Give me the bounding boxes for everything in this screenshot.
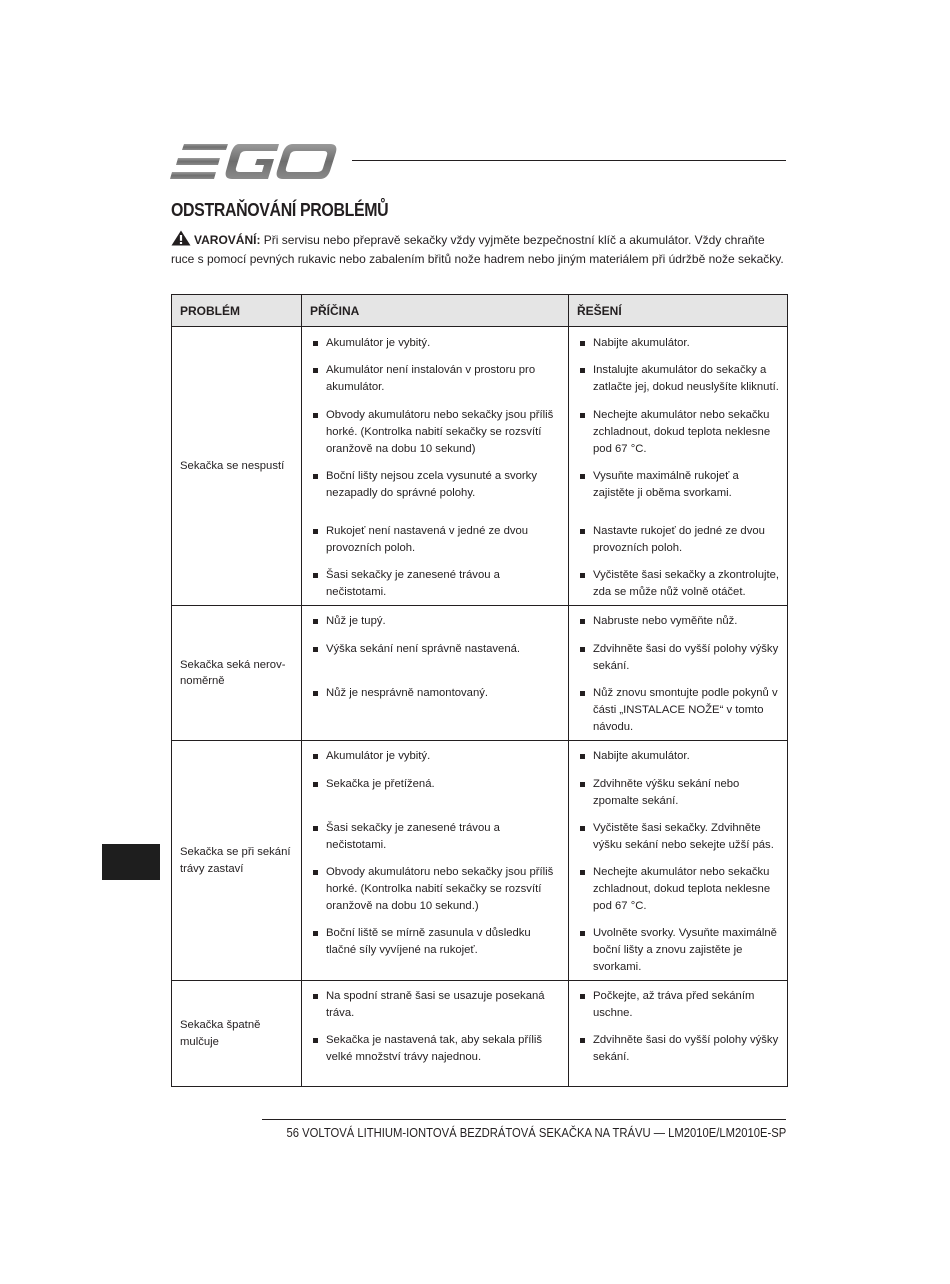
bullet-icon (313, 994, 318, 999)
cause-item: Boční liště se mírně zasunula v důsledku tlačné síly vyvíjené na rukojeť. (310, 925, 561, 959)
warning-text: Při servisu nebo přepravě sekačky vždy vyjměte bezpečnostní klíč a akumulátor. Vždy chraňte ruce s pomocí pevných rukavic nebo zabalením břitů nože hadrem nebo jiným materiálem při údržbě nože sekačky. (171, 233, 784, 266)
bullet-icon (580, 826, 585, 831)
solution-cell (569, 606, 788, 741)
bullet-icon (313, 341, 318, 346)
warning-label: VAROVÁNÍ: (194, 233, 261, 247)
cause-item: Šasi sekačky je zanesené trávou a nečistotami. (310, 820, 561, 854)
warning-triangle-icon (171, 230, 191, 251)
bullet-icon (313, 368, 318, 373)
solution-item: Zdvihněte výšku sekání nebo zpomalte sekání. (577, 776, 780, 810)
solution-item: Vyčistěte šasi sekačky a zkontrolujte, zda se může nůž volně otáčet. (577, 567, 780, 601)
solution-item: Nabijte akumulátor. (577, 335, 780, 352)
header-cause: PŘÍČINA (302, 295, 569, 327)
solution-item: Instalujte akumulátor do sekačky a zatlačte jej, dokud neuslyšíte kliknutí. (577, 362, 780, 396)
solution-item: Vyčistěte šasi sekačky. Zdvihněte výšku sekání nebo sekejte užší pás. (577, 820, 780, 854)
bullet-icon (313, 573, 318, 578)
footer-rule (262, 1119, 786, 1120)
solution-item: Nabruste nebo vyměňte nůž. (577, 613, 780, 630)
bullet-icon (313, 474, 318, 479)
solution-item: Nastavte rukojeť do jedné ze dvou provozních poloh. (577, 523, 780, 557)
troubleshooting-table (171, 294, 788, 1087)
header-rule (352, 160, 786, 161)
bullet-icon (313, 826, 318, 831)
solution-item: Vysuňte maximálně rukojeť a zajistěte ji oběma svorkami. (577, 468, 780, 502)
cause-item: Sekačka je nastavená tak, aby sekala příliš velké množství trávy najednou. (310, 1032, 561, 1066)
cause-cell (302, 606, 569, 741)
solution-item: Uvolněte svorky. Vysuňte maximálně boční lišty a znovu zajistěte je svorkami. (577, 925, 780, 975)
bullet-icon (580, 870, 585, 875)
cause-item: Rukojeť není nastavená v jedné ze dvou provozních poloh. (310, 523, 561, 557)
solution-item: Nechejte akumulátor nebo sekačku zchladnout, dokud teplota neklesne pod 67 °C. (577, 407, 780, 457)
bullet-icon (580, 994, 585, 999)
bullet-icon (313, 529, 318, 534)
bullet-icon (580, 647, 585, 652)
cause-cell (302, 981, 569, 1087)
bullet-icon (580, 619, 585, 624)
solution-cell (569, 327, 788, 606)
ego-logo (170, 143, 338, 181)
cause-item: Obvody akumulátoru nebo sekačky jsou příliš horké. (Kontrolka nabití sekačky se rozsvítí oranžově na dobu 10 sekund.) (310, 864, 561, 914)
page-footer: 56 VOLTOVÁ LITHIUM-IONTOVÁ BEZDRÁTOVÁ SEKAČKA NA TRÁVU — LM2010E/LM2010E-SP (286, 1126, 786, 1140)
ego-logo-graphic (170, 143, 338, 181)
cause-item: Šasi sekačky je zanesené trávou a nečistotami. (310, 567, 561, 601)
bullet-icon (313, 754, 318, 759)
table-row (172, 741, 788, 981)
bullet-icon (313, 870, 318, 875)
solution-item: Zdvihněte šasi do vyšší polohy výšky sekání. (577, 1032, 780, 1066)
cause-item: Boční lišty nejsou zcela vysunuté a svorky nezapadly do správné polohy. (310, 468, 561, 502)
bullet-icon (580, 782, 585, 787)
page-title: ODSTRAŇOVÁNÍ PROBLÉMŮ (171, 199, 389, 220)
bullet-icon (580, 368, 585, 373)
solution-item: Nechejte akumulátor nebo sekačku zchladnout, dokud teplota neklesne pod 67 °C. (577, 864, 780, 914)
cause-cell (302, 741, 569, 981)
problem-cell: Sekačka seká nerov- noměrně (172, 606, 302, 741)
cause-item: Akumulátor je vybitý. (310, 748, 561, 765)
header-problem: PROBLÉM (172, 295, 302, 327)
problem-cell: Sekačka se při sekání trávy zastaví (172, 741, 302, 981)
cause-item: Akumulátor je vybitý. (310, 335, 561, 352)
warning-notice (171, 230, 787, 267)
cause-cell (302, 327, 569, 606)
table-header-row (172, 295, 788, 327)
cause-item: Nůž je tupý. (310, 613, 561, 630)
cause-item: Akumulátor není instalován v prostoru pro akumulátor. (310, 362, 561, 396)
bullet-icon (313, 619, 318, 624)
cause-item: Na spodní straně šasi se usazuje posekaná tráva. (310, 988, 561, 1022)
bullet-icon (580, 474, 585, 479)
bullet-icon (313, 413, 318, 418)
solution-item: Nabijte akumulátor. (577, 748, 780, 765)
cause-item: Sekačka je přetížená. (310, 776, 561, 793)
bullet-icon (313, 691, 318, 696)
cause-item: Obvody akumulátoru nebo sekačky jsou příliš horké. (Kontrolka nabití sekačky se rozsvítí oranžově na dobu 10 sekund) (310, 407, 561, 457)
bullet-icon (313, 647, 318, 652)
bullet-icon (313, 782, 318, 787)
bullet-icon (580, 691, 585, 696)
bullet-icon (580, 413, 585, 418)
bullet-icon (580, 1038, 585, 1043)
bullet-icon (580, 931, 585, 936)
section-tab-marker (102, 844, 160, 880)
bullet-icon (580, 573, 585, 578)
cause-item: Nůž je nesprávně namontovaný. (310, 685, 561, 702)
cause-item: Výška sekání není správně nastavená. (310, 641, 561, 658)
bullet-icon (313, 1038, 318, 1043)
solution-cell (569, 741, 788, 981)
problem-cell: Sekačka se nespustí (172, 327, 302, 606)
table-row (172, 606, 788, 741)
bullet-icon (580, 341, 585, 346)
table-row (172, 327, 788, 606)
bullet-icon (313, 931, 318, 936)
problem-cell: Sekačka špatně mulčuje (172, 981, 302, 1087)
solution-item: Nůž znovu smontujte podle pokynů v části „INSTALACE NOŽE“ v tomto návodu. (577, 685, 780, 735)
bullet-icon (580, 754, 585, 759)
solution-cell (569, 981, 788, 1087)
solution-item: Zdvihněte šasi do vyšší polohy výšky sekání. (577, 641, 780, 675)
solution-item: Počkejte, až tráva před sekáním uschne. (577, 988, 780, 1022)
bullet-icon (580, 529, 585, 534)
table-row (172, 981, 788, 1087)
header-solution: ŘEŠENÍ (569, 295, 788, 327)
